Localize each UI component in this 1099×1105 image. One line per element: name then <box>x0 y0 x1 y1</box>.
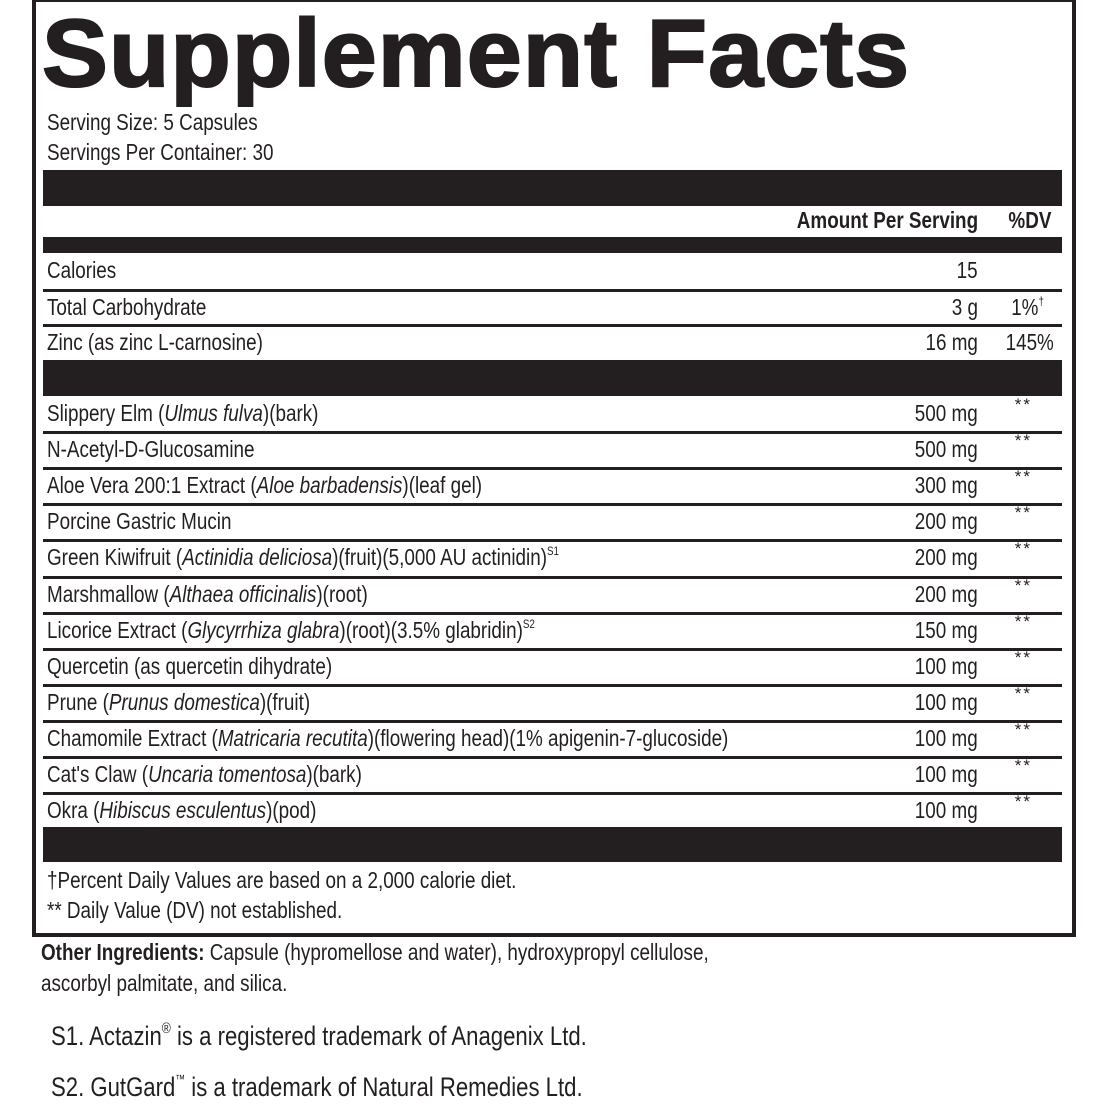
nutrient-row-total-carbohydrate <box>43 290 1062 326</box>
nutrient-name: Zinc (as zinc L-carnosine) <box>47 329 263 355</box>
ingredient-amount: 100 mg <box>915 761 978 787</box>
ingredient-amount: 100 mg <box>915 725 978 751</box>
ingredient-name: Slippery Elm (Ulmus fulva)(bark) <box>47 400 319 426</box>
divider-medium-bar <box>43 237 1062 253</box>
ingredient-amount: 150 mg <box>915 617 978 643</box>
ingredient-row <box>43 685 1062 721</box>
ingredient-amount: 500 mg <box>915 400 978 426</box>
divider-thick-bar <box>43 170 1062 206</box>
trademark-note-s2: S2. GutGard™ is a trademark of Natural Remedies Ltd. <box>51 1072 583 1102</box>
nutrient-dv: 1%† <box>1011 294 1044 320</box>
other-ingredients-label: Other Ingredients: <box>41 939 205 965</box>
trademark-mark: ™ <box>175 1072 186 1086</box>
ingredient-row <box>43 504 1062 540</box>
ingredient-name: Quercetin (as quercetin dihydrate) <box>47 653 333 679</box>
ingredient-amount: 200 mg <box>915 544 978 570</box>
ingredient-dv: ** <box>1014 648 1032 667</box>
ingredient-amount: 100 mg <box>915 797 978 823</box>
ingredient-amount: 500 mg <box>915 436 978 462</box>
botanical-name: Althaea officinalis <box>169 581 317 607</box>
servings-per-container: Servings Per Container: 30 <box>47 139 274 165</box>
ingredient-dv: ** <box>1014 576 1032 595</box>
ingredient-name: Licorice Extract (Glycyrrhiza glabra)(root)(3.5% glabridin)$^{S2}$ <box>47 617 535 643</box>
title-text: Supplement Facts <box>42 0 911 107</box>
ingredient-row <box>43 793 1062 829</box>
ingredient-name: Cat's Claw (Uncaria tomentosa)(bark) <box>47 761 362 787</box>
ingredient-amount: 100 mg <box>915 653 978 679</box>
botanical-name: Uncaria tomentosa <box>148 761 307 787</box>
ingredient-row <box>43 432 1062 468</box>
ingredient-name: Green Kiwifruit (Actinidia deliciosa)(fruit)(5,000 AU actinidin)$^{S1}$ <box>47 544 560 570</box>
ingredient-row <box>43 540 1062 576</box>
ingredient-dv: ** <box>1014 684 1032 703</box>
ingredient-dv: ** <box>1014 612 1032 631</box>
botanical-name: Matricaria recutita <box>217 725 368 751</box>
ingredient-amount: 200 mg <box>915 508 978 534</box>
ingredient-dv: ** <box>1014 395 1032 414</box>
ingredient-row <box>43 613 1062 649</box>
nutrient-amount: 15 <box>957 257 978 283</box>
divider-thick-bar <box>43 360 1062 396</box>
ingredient-dv: ** <box>1014 431 1032 450</box>
botanical-name: Ulmus fulva <box>164 400 263 426</box>
ingredient-dv: ** <box>1014 720 1032 739</box>
ingredient-dv: ** <box>1014 539 1032 558</box>
header-dv: %DV <box>1008 207 1051 233</box>
trademark-note-s1: S1. Actazin® is a registered trademark of Anagenix Ltd. <box>51 1020 587 1051</box>
trademark-reference: S2 <box>522 617 535 631</box>
footnote-dv-not-established: ** Daily Value (DV) not established. <box>47 897 343 923</box>
ingredient-row <box>43 577 1062 613</box>
nutrient-amount: 3 g <box>951 294 978 320</box>
ingredient-row <box>43 721 1062 757</box>
ingredient-dv: ** <box>1014 792 1032 811</box>
ingredient-row <box>43 649 1062 685</box>
registered-mark: ® <box>161 1020 171 1037</box>
ingredient-name: Porcine Gastric Mucin <box>47 508 232 534</box>
botanical-name: Aloe barbadensis <box>256 472 403 498</box>
ingredient-amount: 200 mg <box>915 581 978 607</box>
nutrient-name: Total Carbohydrate <box>47 294 207 320</box>
ingredient-name: Okra (Hibiscus esculentus)(pod) <box>47 797 317 823</box>
ingredient-amount: 300 mg <box>915 472 978 498</box>
panel-title <box>42 0 1072 108</box>
ingredient-row <box>43 468 1062 504</box>
nutrient-dv: 145% <box>1005 329 1054 355</box>
header-amount-per-serving: Amount Per Serving <box>796 207 978 233</box>
ingredient-name: Marshmallow (Althaea officinalis)(root) <box>47 581 368 607</box>
nutrient-name: Calories <box>47 257 117 283</box>
botanical-name: Prunus domestica <box>108 689 260 715</box>
botanical-name: Glycyrrhiza glabra <box>187 617 340 643</box>
ingredient-dv: ** <box>1014 503 1032 522</box>
ingredient-row <box>43 757 1062 793</box>
nutrient-amount: 16 mg <box>925 329 978 355</box>
nutrient-row-calories <box>43 253 1062 289</box>
trademark-reference: S1 <box>546 544 560 558</box>
ingredient-name: Chamomile Extract (Matricaria recutita)(flowering head)(1% apigenin-7-glucoside) <box>47 725 729 751</box>
other-ingredients-line-1: Other Ingredients: Capsule (hypromellose and water), hydroxypropyl cellulose, <box>41 939 709 965</box>
ingredient-name: Prune (Prunus domestica)(fruit) <box>47 689 311 715</box>
dagger-mark: † <box>1038 294 1044 308</box>
footnote-daily-values: †Percent Daily Values are based on a 2,000 calorie diet. <box>47 867 517 893</box>
botanical-name: Hibiscus esculentus <box>99 797 267 823</box>
ingredient-row <box>43 396 1062 432</box>
botanical-name: Actinidia deliciosa <box>182 544 333 570</box>
ingredient-name: N-Acetyl-D-Glucosamine <box>47 436 255 462</box>
nutrient-row-zinc <box>43 325 1062 361</box>
ingredient-dv: ** <box>1014 756 1032 775</box>
ingredient-name: Aloe Vera 200:1 Extract (Aloe barbadensis)(leaf gel) <box>47 472 483 498</box>
other-ingredients-line-2: ascorbyl palmitate, and silica. <box>41 970 288 996</box>
serving-size: Serving Size: 5 Capsules <box>47 109 258 135</box>
ingredient-amount: 100 mg <box>915 689 978 715</box>
divider-thick-bar <box>43 827 1062 862</box>
ingredient-dv: ** <box>1014 467 1032 486</box>
